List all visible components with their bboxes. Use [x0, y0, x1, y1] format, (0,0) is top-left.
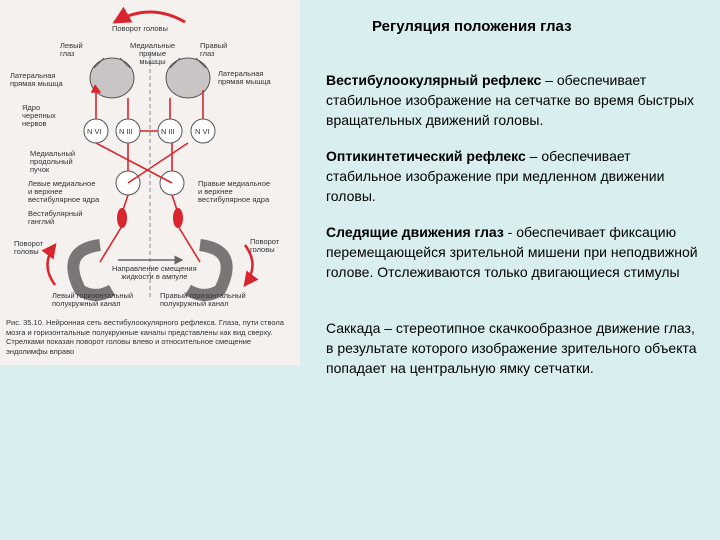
paragraph-vestibuloocular	[326, 70, 706, 130]
vestibuloocular-reflex-figure	[0, 0, 300, 365]
label-left-canal: Левый горизонтальный полукружный канал	[52, 291, 134, 308]
label-nucleus-left-1: N VI	[87, 127, 102, 136]
head-turn-arrow-left	[48, 245, 56, 285]
label-head-turn-right: Поворот головы	[250, 237, 280, 254]
left-vestibular-ganglion	[117, 208, 127, 228]
label-head-turn-left: Поворот головы	[14, 239, 44, 256]
text-optokinetic: – обеспечивает стабильное изображение при медленном движении головы.	[326, 148, 665, 204]
text-vestibuloocular: – обеспечивает стабильное изображение на сетчатке во время быстрых вращательных движений головы.	[326, 72, 695, 128]
paragraph-saccade	[326, 318, 706, 378]
label-left-vestibular-nuclei: Левые медиальное и верхнее вестибулярное ядра	[28, 179, 100, 204]
label-right-vestibular-nuclei: Правые медиальное и верхнее вестибулярное ядра	[198, 179, 271, 204]
paragraph-smooth-pursuit	[326, 222, 706, 282]
label-left-eye: Левый глаз	[60, 41, 83, 58]
label-lateral-rectus-right: Латеральная прямая мышца	[218, 69, 271, 86]
label-cranial-nerve-nuclei: Ядро черепных нервов	[22, 103, 56, 128]
text-smooth-pursuit: - обеспечивает фиксацию перемещающейся зрительной мишени при неподвижной голове. Отслеживаются только двигающиеся стимулы	[326, 224, 698, 280]
head-turn-arrow-top	[115, 12, 185, 22]
slide-title: Регуляция положения глаз	[372, 18, 572, 35]
figure-caption: Рис. 35.10. Нейронная сеть вестибулоокулярного рефлекса. Глаза, пути ствола мозга и горизонтальные полукружные каналы представлены как вид сверху. Стрелками показан поворот головы влево и относительное смещение эндолимфы вправо	[6, 318, 284, 356]
right-vestibular-ganglion	[173, 208, 183, 228]
paragraph-optokinetic	[326, 146, 706, 206]
label-right-canal: Правый горизонтальный полукружный канал	[160, 291, 246, 308]
text-saccade: Саккада – стереотипное скачкообразное движение глаз, в результате которого изображение зрительного объекта попадает на центральную ямку сетчатки.	[326, 320, 697, 376]
term-optokinetic: Оптикинтетический рефлекс	[326, 148, 526, 164]
label-nucleus-right-1: N III	[161, 127, 175, 136]
label-mlf: Медиальный продольный пучок	[30, 149, 76, 174]
label-lateral-rectus-left: Латеральная прямая мышца	[10, 71, 63, 88]
label-nucleus-left-2: N III	[119, 127, 133, 136]
label-vestibular-ganglion: Вестибулярный ганглий	[28, 209, 83, 226]
label-head-turn-top: Поворот головы	[112, 24, 168, 33]
label-medial-rectus: Медиальные прямые мышцы	[130, 41, 176, 66]
label-right-eye: Правый глаз	[200, 41, 228, 58]
term-smooth-pursuit: Следящие движения глаз	[326, 224, 504, 240]
label-endolymph: Направление смещения жидкости в ампуле	[112, 264, 197, 281]
label-nucleus-right-2: N VI	[195, 127, 210, 136]
term-vestibuloocular: Вестибулоокулярный рефлекс	[326, 72, 542, 88]
